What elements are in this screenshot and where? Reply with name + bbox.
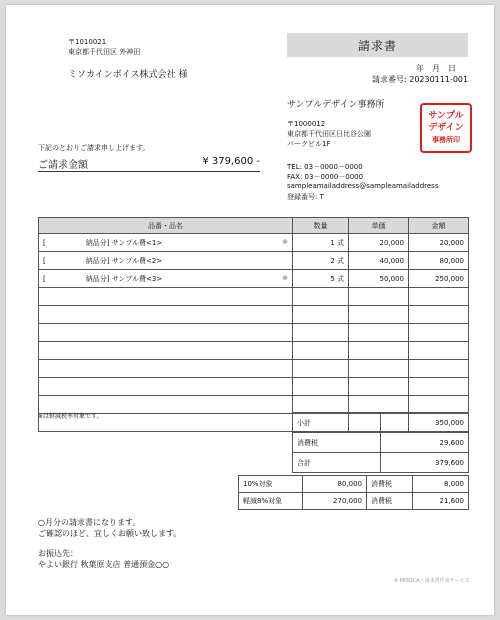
tax8-tax-label: 消費税	[367, 493, 413, 510]
tax10-label: 10%対象	[239, 476, 303, 493]
item-amount	[409, 324, 469, 342]
item-amount: 80,000	[409, 252, 469, 270]
item-cell	[39, 324, 293, 342]
table-row	[39, 342, 469, 360]
tax-row	[293, 433, 469, 453]
item-amount	[409, 396, 469, 414]
item-price	[349, 288, 409, 306]
item-bracket: [	[43, 238, 46, 247]
sender-registration: 登録番号: T	[287, 193, 324, 201]
tax-breakdown-table	[238, 475, 469, 510]
header-qty: 数量	[293, 218, 349, 234]
item-price: 50,000	[349, 270, 409, 288]
stamp-line-3: 事務所印	[432, 136, 460, 144]
totals-table	[292, 412, 469, 473]
item-cell	[39, 360, 293, 378]
item-cell	[39, 270, 293, 288]
item-amount	[409, 342, 469, 360]
tax-label: 消費税	[293, 433, 381, 453]
item-price	[349, 324, 409, 342]
sender-fax: FAX: 03－0000－0000	[287, 173, 364, 181]
total-row	[293, 453, 469, 473]
item-name: 納品分] サンプル費<1>	[85, 238, 163, 247]
reduced-tax-mark: ※	[282, 273, 288, 282]
item-qty	[293, 288, 349, 306]
sender-company: サンプルデザイン事務所	[287, 100, 385, 110]
item-price	[349, 378, 409, 396]
recipient-address: 東京都千代田区 外神田	[68, 48, 141, 56]
item-qty: 5 式	[293, 270, 349, 288]
tax8-label: 軽減8%対象	[239, 493, 303, 510]
item-qty: 2 式	[293, 252, 349, 270]
total-value: 379,600	[381, 453, 469, 473]
header-price: 単価	[349, 218, 409, 234]
tax10-base: 80,000	[303, 476, 367, 493]
tax10-tax-label: 消費税	[367, 476, 413, 493]
item-amount	[409, 378, 469, 396]
item-amount	[409, 288, 469, 306]
amount-block	[38, 155, 260, 172]
table-row	[39, 288, 469, 306]
item-cell	[39, 342, 293, 360]
item-qty	[293, 360, 349, 378]
item-price	[349, 396, 409, 414]
item-qty	[293, 378, 349, 396]
subtotal-label: 小計	[293, 413, 381, 433]
tax-value: 29,600	[381, 433, 469, 453]
amount-value: ¥ 379,600 -	[202, 156, 260, 167]
item-price: 20,000	[349, 234, 409, 252]
intro-text: 下記のとおりご請求申し上げます。	[38, 144, 150, 152]
item-price	[349, 342, 409, 360]
remarks-line-1: ○月分の請求書になります。	[38, 518, 141, 527]
table-row	[39, 252, 469, 270]
item-amount: 20,000	[409, 234, 469, 252]
sender-email: sampleamailaddress@sampleamailaddress	[287, 182, 439, 190]
item-cell	[39, 252, 293, 270]
sender-address1: 東京都千代田区日比谷公園	[287, 130, 371, 138]
table-row	[39, 324, 469, 342]
item-bracket: [	[43, 256, 46, 265]
item-price: 40,000	[349, 252, 409, 270]
item-qty	[293, 396, 349, 414]
item-price	[349, 360, 409, 378]
invoice-paper	[6, 5, 494, 615]
invoice-title: 請求書	[287, 33, 468, 57]
table-row	[39, 234, 469, 252]
subtotal-value: 350,000	[381, 413, 469, 433]
stamp-line-2: デザイン	[428, 123, 464, 133]
table-row	[39, 378, 469, 396]
item-amount	[409, 360, 469, 378]
sender-address2: パークビル1F	[287, 140, 331, 148]
table-row	[39, 360, 469, 378]
table-row	[39, 396, 469, 414]
header-item: 品番・品名	[39, 218, 293, 234]
tax-breakdown-row	[239, 476, 469, 493]
item-cell	[39, 378, 293, 396]
issue-date: 年 月 日	[416, 64, 456, 73]
tax-breakdown-row	[239, 493, 469, 510]
item-price	[349, 306, 409, 324]
tax10-tax: 8,000	[413, 476, 469, 493]
subtotal-row	[293, 413, 469, 433]
item-bracket: [	[43, 274, 46, 283]
item-qty	[293, 342, 349, 360]
item-qty	[293, 306, 349, 324]
item-cell	[39, 234, 293, 252]
reduced-tax-note: ※は軽減税率対象です。	[38, 413, 103, 420]
reduced-tax-mark: ※	[282, 237, 288, 246]
item-cell	[39, 306, 293, 324]
table-row	[39, 306, 469, 324]
amount-label: ご請求金額	[38, 160, 88, 171]
remarks-line-2: ご確認のほど、宜しくお願い致します。	[38, 529, 182, 538]
service-watermark: ※ MISOCA・請求書作成サービス	[394, 578, 470, 584]
tax8-base: 270,000	[303, 493, 367, 510]
sender-postal: 〒1000012	[287, 120, 326, 128]
sender-tel: TEL: 03－0000－0000	[287, 163, 363, 171]
bank-label: お振込先：	[38, 549, 78, 558]
item-cell	[39, 288, 293, 306]
item-name: 納品分] サンプル費<3>	[85, 274, 163, 283]
recipient-postal: 〒1010021	[68, 38, 107, 46]
items-table	[38, 217, 469, 432]
tax8-tax: 21,600	[413, 493, 469, 510]
invoice-number: 請求番号: 20230111-001	[372, 75, 469, 84]
item-qty	[293, 324, 349, 342]
company-seal-stamp	[420, 103, 472, 153]
table-row	[39, 270, 469, 288]
item-amount	[409, 306, 469, 324]
table-header-row	[39, 218, 469, 234]
item-name: 納品分] サンプル費<2>	[85, 256, 163, 265]
recipient-name: ミソカインボイス株式会社 様	[68, 70, 188, 80]
stamp-line-1: サンプル	[428, 111, 464, 121]
total-label: 合計	[293, 453, 381, 473]
header-amount: 金額	[409, 218, 469, 234]
item-amount: 250,000	[409, 270, 469, 288]
bank-value: やよい銀行 秋葉原支店 普通預金○○	[38, 560, 170, 569]
item-qty: 1 式	[293, 234, 349, 252]
